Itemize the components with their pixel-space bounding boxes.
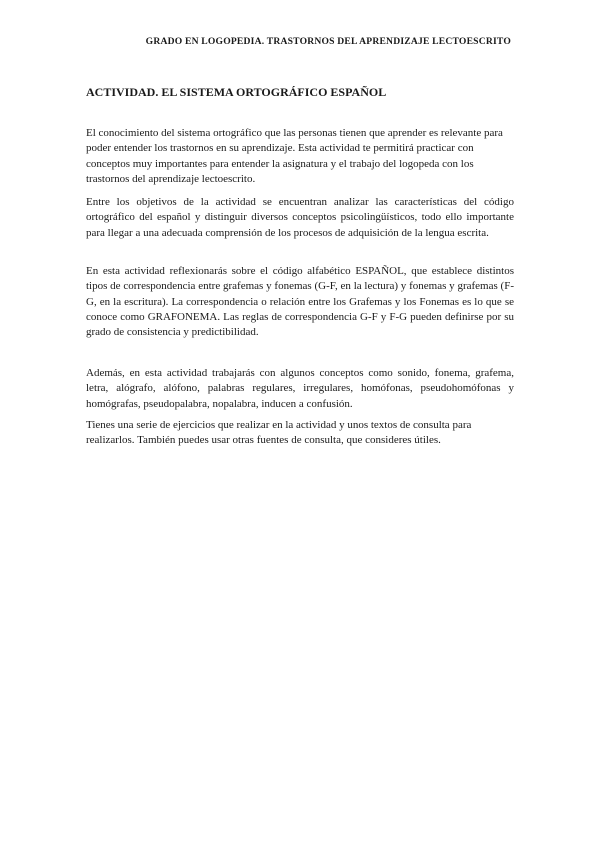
paragraph-intro: El conocimiento del sistema ortográfico que las personas tienen que aprender es relevante para poder entender los trastornos en su aprendizaje. Esta actividad te permitirá practicar con conceptos muy importantes para entender la asignatura y el trabajo del logopeda con los trastornos del aprendizaje lectoescrito.	[86, 127, 503, 185]
paragraph-exercises: Tienes una serie de ejercicios que realizar en la actividad y unos textos de consulta para realizarlos. También puedes usar otras fuentes de consulta, que consideres útiles.	[86, 419, 472, 447]
running-header: GRADO EN LOGOPEDIA. TRASTORNOS DEL APRENDIZAJE LECTOESCRITO	[145, 36, 511, 47]
paragraph-concepts: Además, en esta actividad trabajarás con algunos conceptos como sonido, fonema, grafema, letra, alógrafo, alófono, palabras regulares, irregulares, homófonas, pseudohomófonas y homógrafas, pseudopalabra, nopalabra, inducen a confusión.	[86, 367, 514, 410]
paragraph-objectives: Entre los objetivos de la actividad se encuentran analizar las características del código ortográfico del español y distinguir diversos conceptos psicolingüísticos, todo ello importante para llegar a una adecuada comprensión de los procesos de adquisición de la lengua escrita.	[86, 196, 514, 239]
paragraph-alphabetic-code: En esta actividad reflexionarás sobre el código alfabético ESPAÑOL, que establece distintos tipos de correspondencia entre grafemas y fonemas (G-F, en la lectura) y fonemas y grafemas (F-G, en la escritura). La correspondencia o relación entre los Grafemas y los Fonemas es lo que se conoce como GRAFONEMA. Las reglas de correspondencia G-F y F-G pueden definirse por su grado de consistencia y predictibilidad.	[86, 265, 514, 339]
document-title: ACTIVIDAD. EL SISTEMA ORTOGRÁFICO ESPAÑOL	[86, 85, 387, 99]
